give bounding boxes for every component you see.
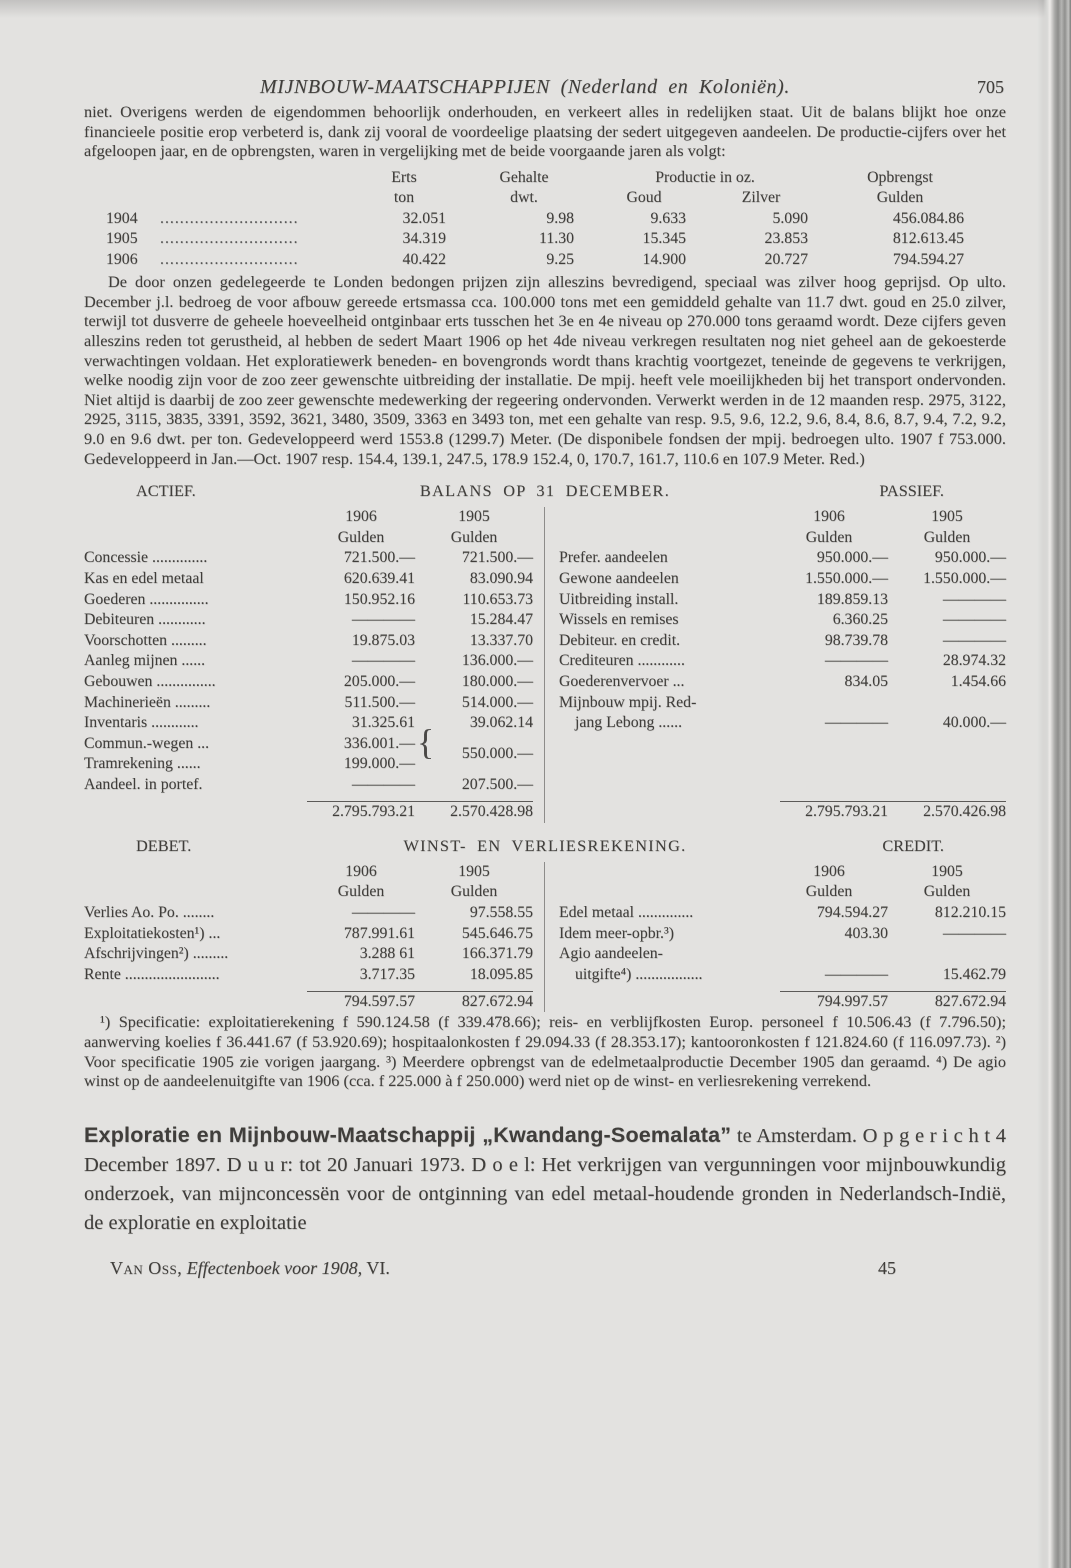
col-goud: Goud bbox=[626, 189, 662, 207]
gehalte-value: 11.30 bbox=[539, 230, 574, 248]
currency-header-row bbox=[559, 528, 1006, 549]
table-row bbox=[84, 944, 533, 965]
gulden-label: Gulden bbox=[923, 528, 971, 546]
value-1905: 950.000.— bbox=[934, 549, 1006, 567]
value-1906: ———— bbox=[351, 904, 415, 921]
erts-value: 40.422 bbox=[402, 250, 446, 268]
value-1906 bbox=[770, 944, 888, 965]
table-row bbox=[84, 631, 533, 652]
table-row bbox=[559, 944, 1006, 965]
gehalte-value: 9.25 bbox=[546, 250, 574, 268]
year-header-row bbox=[84, 862, 533, 883]
value-1906: ———— bbox=[351, 611, 415, 629]
table-row bbox=[559, 590, 1006, 611]
row-label: Exploitatiekosten¹) ... bbox=[84, 924, 221, 942]
profit-loss-header bbox=[84, 836, 1006, 859]
balance-sheet-header bbox=[84, 481, 1006, 504]
year-header-row bbox=[559, 862, 1006, 883]
goud-value: 14.900 bbox=[642, 250, 686, 268]
total-1906: 794.997.57 bbox=[816, 992, 888, 1010]
value-1905: 40.000.— bbox=[942, 714, 1006, 732]
value-1906: 3.288 61 bbox=[359, 945, 415, 963]
value-1906: 205.000.— bbox=[343, 672, 415, 690]
value-1906: 834.05 bbox=[844, 672, 888, 690]
erts-value: 32.051 bbox=[402, 209, 446, 227]
value-1906: 150.952.16 bbox=[343, 590, 415, 608]
value-1905 bbox=[888, 693, 1006, 714]
year-1905: 1905 bbox=[931, 508, 963, 526]
year-1906: 1906 bbox=[813, 862, 845, 880]
year-1906: 1906 bbox=[345, 862, 377, 880]
value-1906: ———— bbox=[351, 775, 415, 793]
year-cell: 1906 bbox=[106, 250, 138, 268]
total-1905: 2.570.426.98 bbox=[923, 803, 1006, 821]
page-footer bbox=[84, 1258, 1006, 1284]
passief-totals bbox=[559, 801, 1006, 823]
combined-1905-value: 550.000.— bbox=[461, 745, 533, 763]
row-label: Concessie .............. bbox=[84, 549, 208, 567]
value-1905: ———— bbox=[942, 590, 1006, 608]
value-1906: 950.000.— bbox=[816, 549, 888, 567]
intro-paragraph: niet. Overigens werden de eigendommen behoorlijk onderhouden, en verkeert alles in redelijken staat. Uit de balans blijkt hoe onze financieele positie erop verbeterd is, dank zij vooral de voordeelige plaatsing der sedert uitgegeven aandeelen. De productie-cijfers over het afgeloopen jaar, en de opbrengsten, waren in vergelijking met de beide voorgaande jaren als volgt: bbox=[84, 102, 1006, 161]
gulden-label: Gulden bbox=[450, 528, 498, 546]
brace-glyph: { bbox=[417, 721, 435, 762]
table-row bbox=[559, 965, 1006, 986]
table-row bbox=[559, 713, 1006, 734]
row-label: uitgifte⁴) ................. bbox=[575, 965, 703, 983]
value-1906: ———— bbox=[824, 652, 888, 670]
row-label: Agio aandeelen- bbox=[559, 945, 663, 963]
value-1905: 166.371.79 bbox=[461, 945, 533, 963]
dot-leader: ............................ bbox=[160, 230, 299, 248]
value-1905: 83.090.94 bbox=[469, 570, 533, 587]
value-1906: 336.001.— bbox=[343, 734, 415, 752]
footer-book-title: Effectenboek voor 1908, bbox=[186, 1258, 363, 1279]
page-number: 705 bbox=[977, 77, 1004, 97]
gulden-label: Gulden bbox=[337, 528, 385, 546]
credit-column bbox=[545, 862, 1006, 1013]
row-label: Kas en edel metaal bbox=[84, 570, 204, 587]
col-gehalte: Gehalte bbox=[499, 168, 549, 186]
row-label: Commun.-wegen ... bbox=[84, 734, 210, 752]
year-1906: 1906 bbox=[345, 508, 377, 526]
table-row bbox=[559, 631, 1006, 652]
page-content bbox=[84, 0, 1006, 1284]
table-row bbox=[84, 924, 533, 945]
table-row bbox=[559, 672, 1006, 693]
value-1905: 812.210.15 bbox=[934, 904, 1006, 921]
company-description: te Amsterdam. O p g e r i c h t 4 December 1897. D u u r: tot 20 Januari 1973. D o e l: Het verkrijgen van vergunningen voor mijnbouwkundig onderzoek, van mijnconcessën voor de ontginning van edel metaal-houdende gronden in Nederlandsch-Indië, de exploratie en exploitatie bbox=[84, 1124, 1007, 1234]
footer-volume: VI. bbox=[366, 1258, 390, 1279]
col-gulden: Gulden bbox=[876, 189, 924, 207]
year-1905: 1905 bbox=[458, 508, 490, 526]
debet-totals bbox=[84, 991, 533, 1013]
balance-actief-column bbox=[84, 507, 545, 823]
production-header-row-1 bbox=[98, 168, 978, 189]
value-1905: 15.462.79 bbox=[942, 965, 1006, 983]
table-row bbox=[84, 734, 415, 755]
year-cell: 1905 bbox=[106, 230, 138, 248]
value-1905: 15.284.47 bbox=[469, 611, 533, 629]
table-row bbox=[559, 651, 1006, 672]
row-label: Mijnbouw mpij. Red- bbox=[559, 693, 697, 711]
running-header bbox=[84, 76, 1006, 102]
year-cell: 1904 bbox=[106, 209, 138, 227]
gulden-label: Gulden bbox=[805, 883, 853, 901]
table-row bbox=[84, 713, 533, 734]
col-ton: ton bbox=[393, 189, 415, 207]
year-1905: 1905 bbox=[931, 862, 963, 880]
total-1905: 827.672.94 bbox=[934, 992, 1006, 1010]
row-label: Prefer. aandeelen bbox=[559, 549, 668, 567]
value-1906: 6.360.25 bbox=[832, 611, 888, 629]
row-label: Afschrijvingen²) ......... bbox=[84, 945, 229, 963]
profit-loss-table bbox=[84, 862, 1006, 1013]
table-row bbox=[84, 548, 533, 569]
value-1906: ———— bbox=[824, 965, 888, 983]
row-label: Edel metaal .............. bbox=[559, 904, 694, 921]
row-label: Rente ........................ bbox=[84, 965, 220, 983]
row-label: Goederenvervoer ... bbox=[559, 672, 685, 690]
footer-page-number: 45 bbox=[878, 1258, 896, 1279]
col-opbrengst: Opbrengst bbox=[867, 168, 933, 186]
zilver-value: 23.853 bbox=[764, 230, 808, 248]
row-label: Inventaris ............ bbox=[84, 714, 199, 732]
value-1906: 98.739.78 bbox=[824, 631, 888, 649]
col-zilver: Zilver bbox=[741, 189, 781, 207]
value-1905: 28.974.32 bbox=[942, 652, 1006, 670]
debet-column bbox=[84, 862, 545, 1013]
col-erts: Erts bbox=[391, 168, 417, 186]
row-label: Uitbreiding install. bbox=[559, 590, 679, 608]
debet-label: DEBET. bbox=[136, 835, 192, 855]
year-header-row bbox=[559, 507, 1006, 528]
gulden-label: Gulden bbox=[923, 883, 971, 901]
row-label: Aanleg mijnen ...... bbox=[84, 652, 206, 670]
total-1905: 2.570.428.98 bbox=[450, 803, 533, 821]
value-1906 bbox=[770, 693, 888, 714]
footnotes-paragraph: ¹) Specificatie: exploitatierekening f 590.124.58 (f 339.478.66); reis- en verblijfkosten Europ. personeel f 10.506.43 (f 7.796.50); aanwerving koelies f 36.441.67 (f 53.920.69); hospitaalonkosten f 29.094.33 (f 28.353.17); kantooronkosten f 121.824.60 (f 116.097.73). ²) Voor specificatie 1905 zie vorigen jaargang. ³) Meerdere opbrengst van de edelmetaalproductie December 1905 dan geraamd. ⁴) De agio winst op de aandeelenuitgifte van 1906 (cca. f 225.000 à f 250.000) werd niet op de winst- en verliesrekening verrekend. bbox=[84, 1012, 1006, 1091]
row-label: Aandeel. in portef. bbox=[84, 775, 203, 793]
value-1906: 794.594.27 bbox=[816, 904, 888, 921]
row-label: Gewone aandeelen bbox=[559, 570, 679, 587]
table-row bbox=[84, 610, 533, 631]
erts-value: 34.319 bbox=[402, 230, 446, 248]
col-productie: Productie in oz. bbox=[655, 168, 755, 186]
value-1905: 514.000.— bbox=[461, 693, 533, 711]
currency-header-row bbox=[559, 882, 1006, 903]
value-1906: 3.717.35 bbox=[359, 965, 415, 983]
table-row bbox=[84, 754, 415, 775]
zilver-value: 5.090 bbox=[772, 209, 808, 227]
row-label: Gebouwen ............... bbox=[84, 672, 216, 690]
value-1905: 97.558.55 bbox=[469, 904, 533, 921]
gulden-label: Gulden bbox=[337, 883, 385, 901]
table-row bbox=[98, 209, 978, 230]
value-1905: 721.500.— bbox=[461, 549, 533, 567]
table-row bbox=[559, 924, 1006, 945]
row-label: Wissels en remises bbox=[559, 611, 679, 629]
table-row bbox=[84, 672, 533, 693]
page-title: MIJNBOUW-MAATSCHAPPIJEN (Nederland en Koloniën). bbox=[260, 76, 790, 98]
goud-value: 9.633 bbox=[650, 209, 686, 227]
total-1906: 794.597.57 bbox=[343, 992, 415, 1010]
value-1906: 1.550.000.— bbox=[805, 570, 888, 587]
goud-value: 15.345 bbox=[642, 230, 686, 248]
value-1906: ———— bbox=[351, 652, 415, 670]
value-1906: 189.859.13 bbox=[816, 590, 888, 608]
gehalte-value: 9.98 bbox=[546, 209, 574, 227]
year-1906: 1906 bbox=[813, 508, 845, 526]
currency-header-row bbox=[84, 882, 533, 903]
value-1906: 721.500.— bbox=[343, 549, 415, 567]
value-1906: 199.000.— bbox=[343, 755, 415, 773]
value-1905: 110.653.73 bbox=[462, 590, 533, 608]
value-1905 bbox=[888, 944, 1006, 965]
opbrengst-value: 456.084.86 bbox=[892, 209, 964, 227]
opbrengst-value: 794.594.27 bbox=[892, 250, 964, 268]
production-table bbox=[98, 168, 978, 271]
year-1905: 1905 bbox=[458, 862, 490, 880]
company-paragraph bbox=[84, 1121, 1006, 1238]
total-1905: 827.672.94 bbox=[461, 992, 533, 1010]
table-row bbox=[559, 610, 1006, 631]
table-row bbox=[84, 903, 533, 924]
table-row bbox=[84, 965, 533, 986]
col-dwt: dwt. bbox=[510, 189, 538, 207]
table-row bbox=[84, 590, 533, 611]
balance-passief-column bbox=[545, 507, 1006, 823]
row-label: Machinerieën ......... bbox=[84, 693, 211, 711]
credit-totals bbox=[559, 991, 1006, 1013]
row-label: Idem meer-opbr.³) bbox=[559, 924, 674, 942]
value-1906: 403.30 bbox=[844, 924, 888, 942]
value-1905: 180.000.— bbox=[461, 672, 533, 690]
profit-loss-title: WINST- EN VERLIESREKENING. bbox=[403, 835, 687, 855]
table-row bbox=[559, 548, 1006, 569]
value-1905: 136.000.— bbox=[461, 652, 533, 670]
production-header-row-2 bbox=[98, 188, 978, 209]
row-label: jang Lebong ...... bbox=[575, 714, 683, 732]
table-row bbox=[84, 693, 533, 714]
row-label: Goederen ............... bbox=[84, 590, 209, 608]
total-1906: 2.795.793.21 bbox=[805, 803, 888, 821]
actief-label: ACTIEF. bbox=[136, 481, 196, 501]
value-1905: 39.062.14 bbox=[469, 714, 533, 732]
dot-leader: ............................ bbox=[160, 209, 299, 227]
table-row bbox=[559, 693, 1006, 714]
table-row bbox=[84, 569, 533, 590]
table-row bbox=[84, 651, 533, 672]
value-1905: 1.454.66 bbox=[950, 672, 1006, 690]
value-1905: 207.500.— bbox=[461, 775, 533, 793]
value-1905: ———— bbox=[942, 631, 1006, 649]
zilver-value: 20.727 bbox=[764, 250, 808, 268]
opbrengst-value: 812.613.45 bbox=[892, 230, 964, 248]
value-1905: ———— bbox=[942, 924, 1006, 942]
dot-leader: ............................ bbox=[160, 250, 299, 268]
value-1906: 511.500.— bbox=[344, 693, 415, 711]
value-1905: 18.095.85 bbox=[469, 965, 533, 983]
row-label: Debiteur. en credit. bbox=[559, 631, 681, 649]
balance-title: BALANS OP 31 DECEMBER. bbox=[419, 481, 671, 501]
row-label: Crediteuren ............ bbox=[559, 652, 685, 670]
value-1906: 787.991.61 bbox=[343, 924, 415, 942]
passief-label: PASSIEF. bbox=[879, 481, 944, 501]
balance-sheet bbox=[84, 507, 1006, 823]
row-label: Verlies Ao. Po. ........ bbox=[84, 904, 215, 921]
value-1906: ———— bbox=[824, 714, 888, 732]
gulden-label: Gulden bbox=[450, 883, 498, 901]
gulden-label: Gulden bbox=[805, 528, 853, 546]
row-label: Voorschotten ......... bbox=[84, 631, 207, 649]
value-1905: 1.550.000.— bbox=[923, 570, 1006, 587]
value-1905: ———— bbox=[942, 611, 1006, 629]
table-row bbox=[98, 229, 978, 250]
total-1906: 2.795.793.21 bbox=[332, 803, 415, 821]
table-row bbox=[98, 250, 978, 271]
actief-totals bbox=[84, 801, 533, 823]
company-name: Exploratie en Mijnbouw-Maatschappij „Kwandang-Soemalata” bbox=[84, 1122, 732, 1147]
value-1906: 19.875.03 bbox=[351, 631, 415, 649]
credit-label: CREDIT. bbox=[882, 835, 944, 855]
value-1906: 31.325.61 bbox=[351, 714, 415, 732]
currency-header-row bbox=[84, 528, 533, 549]
book-spine-edge bbox=[1037, 0, 1071, 1568]
value-1905: 13.337.70 bbox=[469, 631, 533, 649]
table-row bbox=[559, 569, 1006, 590]
value-1905: 545.646.75 bbox=[461, 924, 533, 942]
year-header-row bbox=[84, 507, 533, 528]
value-1906: 620.639.41 bbox=[343, 570, 415, 587]
table-row bbox=[559, 903, 1006, 924]
row-label: Debiteuren ............ bbox=[84, 611, 206, 629]
table-row bbox=[84, 775, 533, 796]
body-paragraph: De door onzen gedelegeerde te Londen bedongen prijzen zijn alleszins bevredigend, speciaal was zilver hoog geprijsd. Op ulto. December j.l. bedroeg de voor afbouw gereede ertsmassa cca. 100.000 tons met een gemiddeld gehalte van 11.7 dwt. goud en 25.0 zilver, terwijl tot dusverre de geheele hoeveelheid ontginbaar erts tusschen het 3e en 4e niveau op 270.000 tons geraamd wordt. Deze cijfers geven alleszins reden tot gerustheid, al hebben de sedert Maart 1906 op het 4de niveau verkregen resultaten nog niet geheel aan de gekoesterde verwachtingen voldaan. Het exploratiewerk beneden- en bovengronds wordt thans krachtig voortgezet, teneinde de gegevens te verkrijgen, welke noodig zijn voor de zoo zeer gewenschte uitbreiding der installatie. De mpij. heeft vele moeilijkheden bij het transport ondervonden. Niet altijd is daarbij de zoo zeer gewenschte medewerking der regeering ondervonden. Verwerkt werden in de 12 maanden resp. 2975, 3122, 2925, 3115, 3835, 3391, 3592, 3621, 3480, 3509, 3363 en 3493 ton, met een gehalte van resp. 9.5, 9.6, 12.2, 9.6, 8.4, 8.6, 8.7, 9.4, 7.2, 9.2, 9.0 en 9.6 dwt. per ton. Gedeveloppeerd werd 1553.8 (1299.7) Meter. (De disponibele fondsen der mpij. bedroegen ulto. 1907 f 753.000. Gedeveloppeerd in Jan.—Oct. 1907 resp. 154.4, 139.1, 247.5, 178.9 152.4, 0, 170.7, 161.7, 110.6 en 107.9 Meter. Red.) bbox=[84, 272, 1006, 468]
row-label: Tramrekening ...... bbox=[84, 755, 201, 773]
footer-author: Van Oss, bbox=[110, 1258, 183, 1279]
